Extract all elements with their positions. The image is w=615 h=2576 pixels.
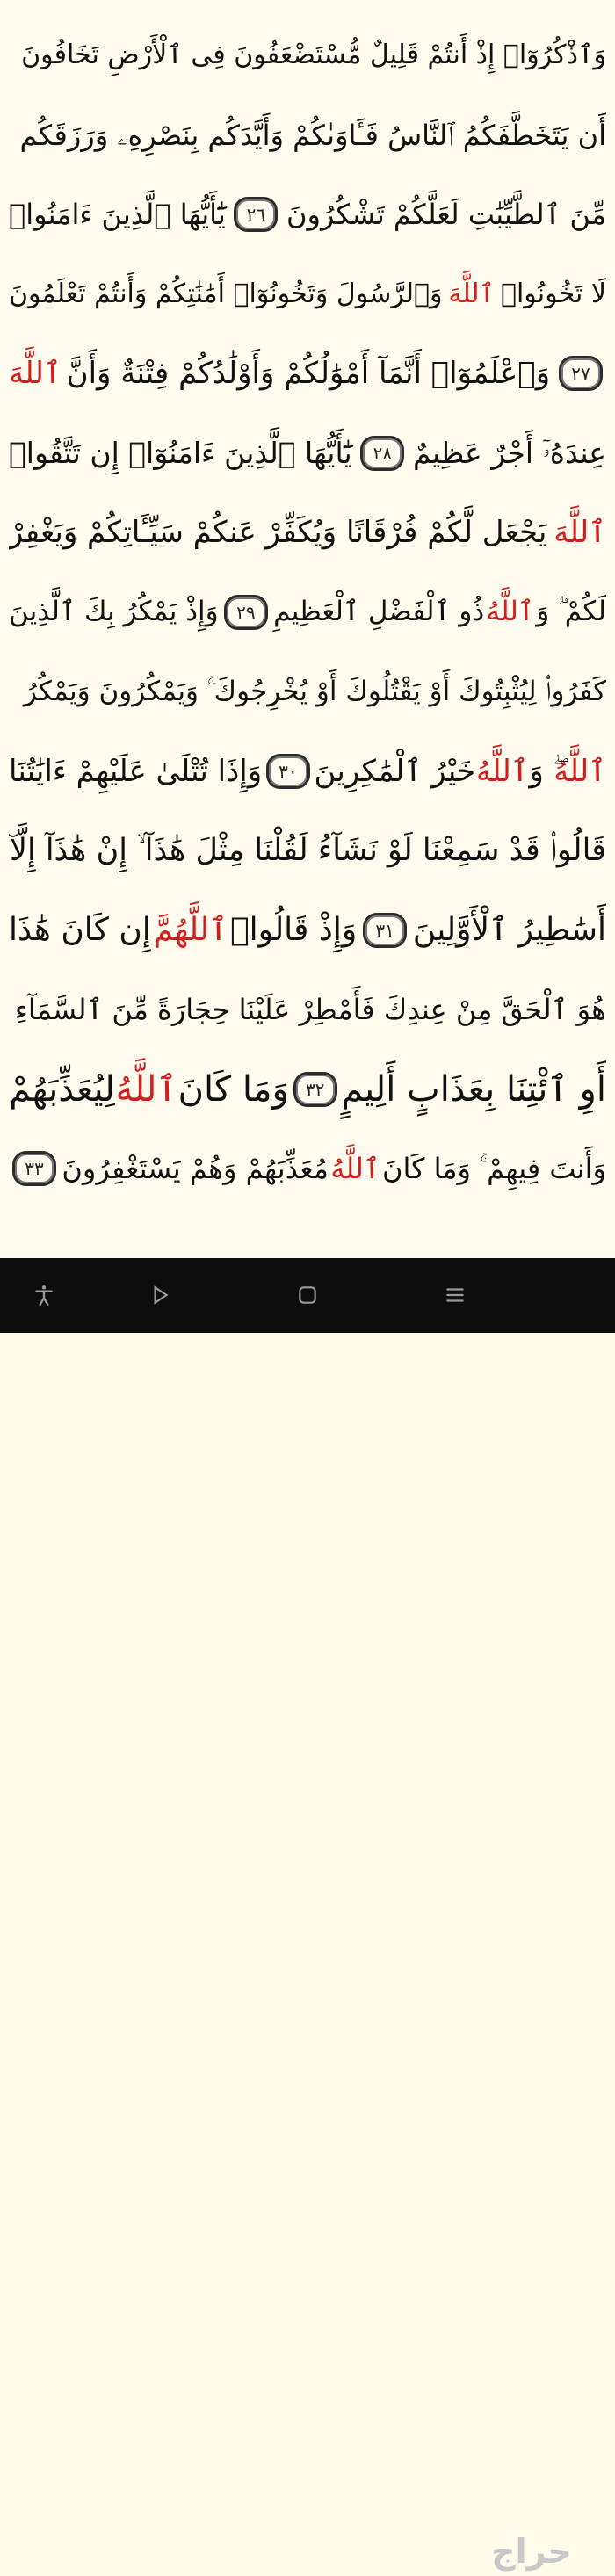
verse-line [9, 1129, 606, 1208]
verse-text: إِن كَانَ هَٰذَا [9, 911, 151, 948]
divine-name-text: ٱللَّهُمَّ [153, 911, 228, 948]
system-navigation-bar [0, 1258, 615, 2571]
divine-name-text: ٱللَّهُ [115, 1068, 177, 1110]
verse-line [9, 970, 606, 1049]
verse-text: وَإِذْ قَالُوا۟ [230, 911, 358, 948]
verse-text: مِّنَ ٱلطَّيِّبَٰتِ لَعَلَّكُمْ تَشْكُرُونَ [286, 198, 606, 231]
verse-text: خَيْرُ ٱلْمَٰكِرِينَ [314, 753, 476, 789]
ayah-number-marker: ٣٢ [293, 1072, 337, 1107]
verse-text: أَن يَتَخَطَّفَكُمُ ٱلنَّاسُ فَـَٔاوَىٰكُمْ وَأَيَّدَكُم بِنَصْرِهِۦ وَرَزَقَكُم [19, 118, 606, 152]
verse-line [9, 175, 606, 254]
divine-name-text: ٱللَّهُ [554, 753, 606, 789]
haraj-watermark: حراج [491, 2532, 572, 2571]
verse-text: لَكُمْ ۗ وَ [536, 596, 606, 627]
verse-text: لَا تَخُونُوا۟ [500, 278, 606, 309]
verse-line [9, 811, 606, 890]
verse-text: ۖ وَ [529, 753, 554, 789]
verse-line [9, 414, 606, 493]
recents-icon[interactable] [436, 1276, 474, 1314]
divine-name-text: ٱللَّهُ [330, 1152, 380, 1185]
quran-page [0, 0, 615, 1258]
divine-name-text: ٱللَّهُ [475, 753, 529, 789]
divine-name-text: ٱللَّهَ [554, 515, 606, 550]
verse-text: وَإِذْ يَمْكُرُ بِكَ ٱلَّذِينَ [9, 596, 219, 627]
verse-text: وَٱذْكُرُوٓا۟ إِذْ أَنتُمْ قَلِيلٌ مُّسْتَضْعَفُونَ فِى ٱلْأَرْضِ تَخَافُونَ [21, 40, 606, 70]
verse-text: ذُو ٱلْفَضْلِ ٱلْعَظِيمِ [273, 596, 485, 627]
verse-text: يَجْعَل لَّكُمْ فُرْقَانًا وَيُكَفِّرْ عَنكُمْ سَيِّـَٔاتِكُمْ وَيَغْفِرْ [9, 515, 547, 550]
verse-text: لِيُعَذِّبَهُمْ [9, 1068, 115, 1110]
verse-text: وَٱعْلَمُوٓا۟ أَنَّمَآ أَمْوَٰلُكُمْ وَأَوْلَٰدُكُمْ فِتْنَةٌ وَأَنَّ [66, 356, 551, 391]
verse-line [9, 255, 606, 334]
ayah-number-marker: ٣٠ [266, 754, 310, 789]
ayah-number-marker: ٢٨ [360, 436, 404, 471]
home-icon[interactable] [288, 1276, 327, 1314]
ayah-number-marker: ٣٣ [12, 1151, 56, 1186]
verse-text: مُعَذِّبَهُمْ وَهُمْ يَسْتَغْفِرُونَ [62, 1152, 329, 1185]
divine-name-text: ٱللَّهَ [448, 278, 496, 309]
verse-text: يَٰٓأَيُّهَا ٱلَّذِينَ ءَامَنُوا۟ [9, 198, 226, 231]
ayah-number-marker: ٢٦ [234, 197, 278, 232]
verse-text: هُوَ ٱلْحَقَّ مِنْ عِندِكَ فَأَمْطِرْ عَلَيْنَا حِجَارَةً مِّنَ ٱلسَّمَآءِ [14, 993, 606, 1026]
verse-text: قَالُوا۟ قَدْ سَمِعْنَا لَوْ نَشَآءُ لَقُلْنَا مِثْلَ هَٰذَآ ۙ إِنْ هَٰذَآ إِلَّآ [10, 832, 606, 868]
verse-line [9, 334, 606, 413]
verse-text: عِندَهُۥٓ أَجْرٌ عَظِيمٌ [413, 436, 606, 470]
verse-line [9, 573, 606, 652]
verse-text: وَإِذَا تُتْلَىٰ عَلَيْهِمْ ءَايَٰتُنَا [9, 753, 263, 789]
verse-text: وَٱلرَّسُولَ وَتَخُونُوٓا۟ أَمَٰنَٰتِكُمْ وَأَنتُمْ تَعْلَمُونَ [9, 278, 443, 309]
verse-line [9, 96, 606, 175]
divine-name-text: ٱللَّهَ [9, 356, 62, 391]
accessibility-icon[interactable] [25, 1276, 63, 1314]
ayah-number-marker: ٢٧ [559, 356, 603, 391]
verse-text: وَمَا كَانَ [177, 1068, 289, 1110]
verse-text: وَأَنتَ فِيهِمْ ۚ وَمَا كَانَ [381, 1152, 606, 1185]
verse-text: كَفَرُوا۟ لِيُثْبِتُوكَ أَوْ يَقْتُلُوكَ أَوْ يُخْرِجُوكَ ۚ وَيَمْكُرُونَ وَيَمْكُرُ [23, 675, 606, 707]
verse-line [9, 16, 606, 95]
verse-line [9, 891, 606, 970]
verse-line [9, 1050, 606, 1129]
verse-line [9, 732, 606, 811]
verse-text: يَٰٓأَيُّهَا ٱلَّذِينَ ءَامَنُوٓا۟ إِن تَتَّقُوا۟ [9, 436, 352, 470]
ayah-number-marker: ٣١ [363, 913, 407, 948]
verse-text: أَسَٰطِيرُ ٱلْأَوَّلِينَ [412, 911, 606, 948]
divine-name-text: ٱللَّهُ [486, 596, 534, 627]
verse-text: أَوِ ٱئْتِنَا بِعَذَابٍ أَلِيمٍ [341, 1068, 606, 1110]
back-icon[interactable] [141, 1276, 179, 1314]
ayah-number-marker: ٢٩ [224, 595, 268, 630]
verse-line [9, 652, 606, 731]
verse-line [9, 493, 606, 572]
